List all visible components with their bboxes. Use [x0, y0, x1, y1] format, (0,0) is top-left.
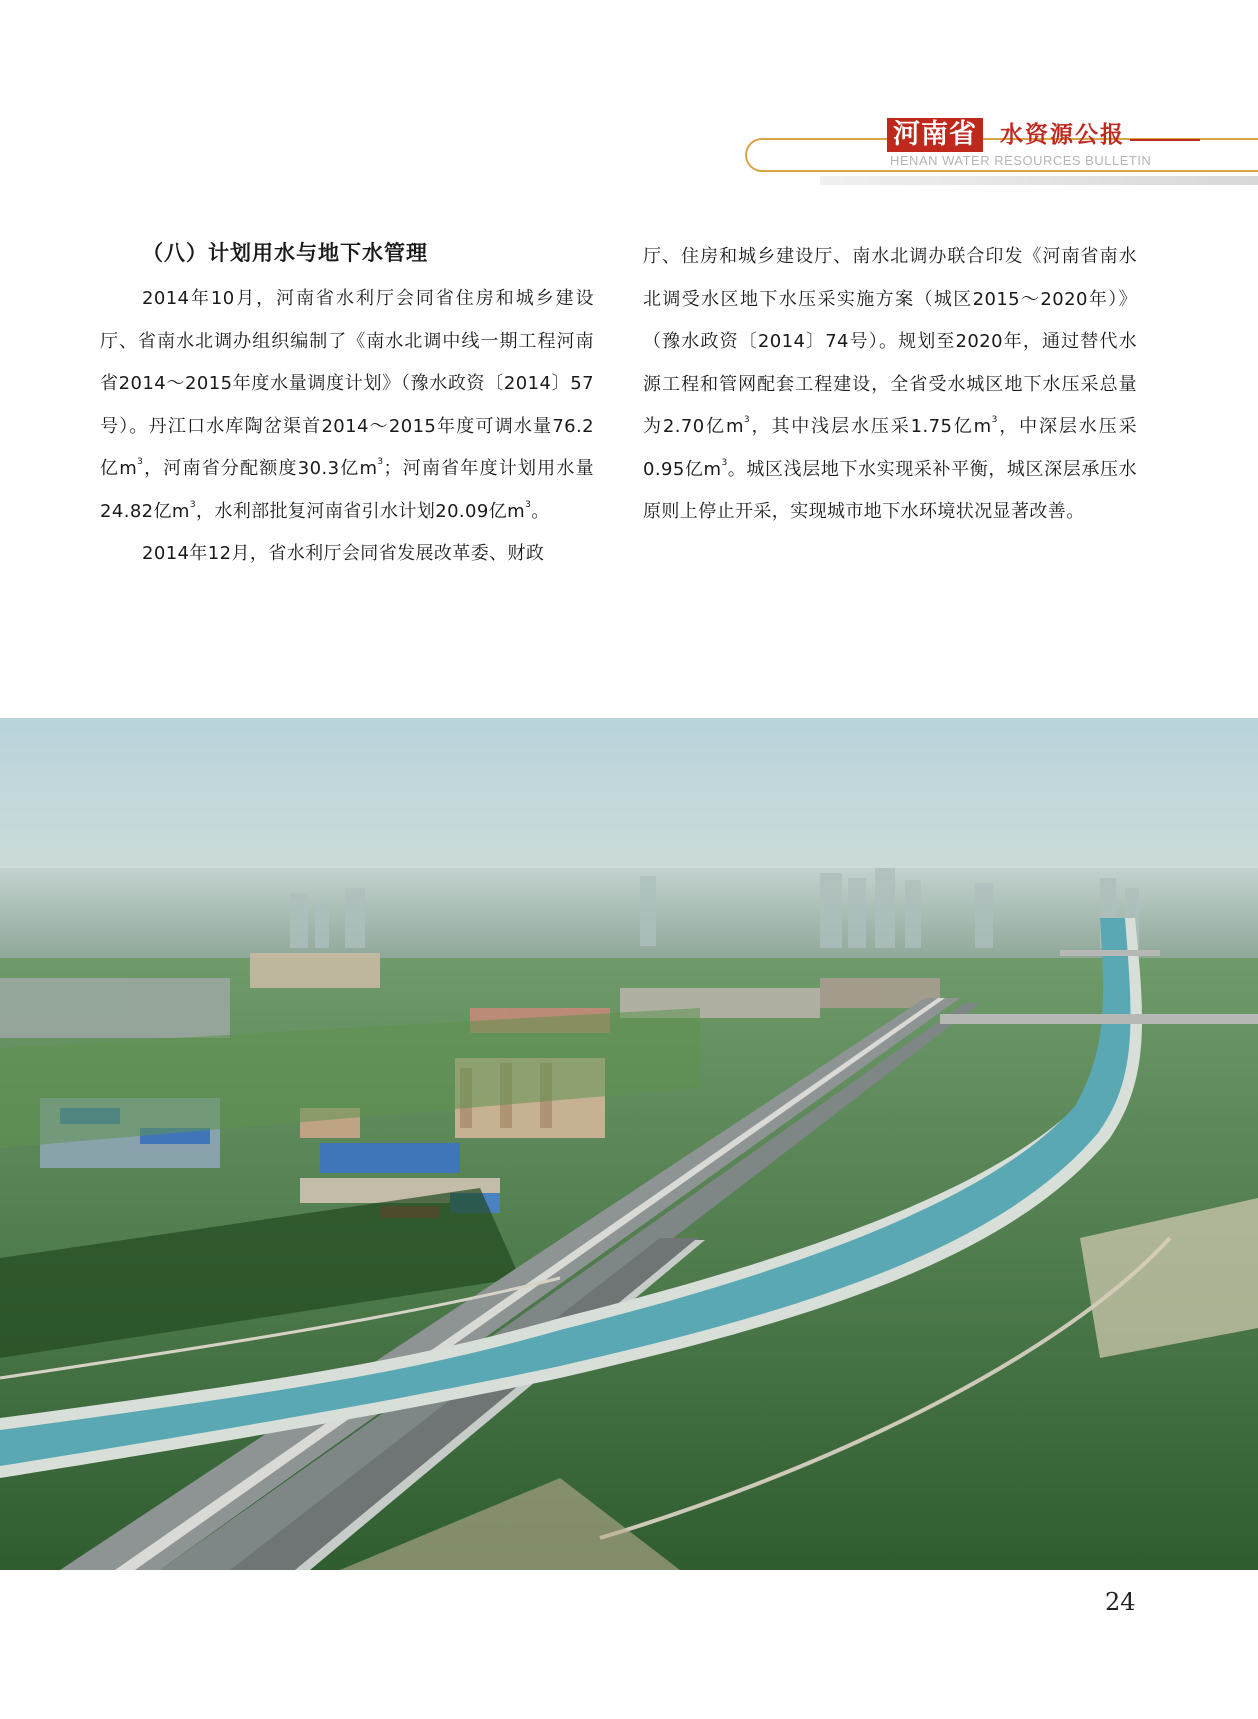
aerial-canal-photo — [0, 718, 1258, 1570]
paragraph-1-text: ，河南省分配额度30.3亿m — [143, 458, 378, 479]
superscript: 3 — [189, 499, 197, 510]
page-number: 24 — [1105, 1588, 1136, 1616]
superscript: 3 — [377, 457, 384, 467]
paragraph-3-text: 厅、住房和城乡建设厅、南水北调办联合印发《河南省南水北调受水区地下水压采实施方案（城区2015～2020年）》（豫水政资〔2014〕74号）。规划至2020年，通过替代水源工程和管网配套工程建设，全省受水城区地下水压采总量为2.70亿m — [643, 246, 1137, 437]
superscript: 3 — [721, 457, 728, 468]
brand-subtitle: 水资源公报 — [1000, 121, 1125, 148]
paragraph-1-text: 2014年10月，河南省水利厅会同省住房和城乡建设厅、省南水北调办组织编制了《南水北调中线一期工程河南省2014～2015年度水量调度计划》（豫水政资〔2014〕57号）。丹江口水库陶岔渠首2014～2015年度可调水量76.2亿m — [100, 288, 594, 479]
paragraph-3-text: ，中深层水压采0.95亿m — [643, 416, 1137, 480]
paragraph-1 — [100, 278, 594, 533]
paragraph-1-text: ；河南省年度计划用水量24.82亿m — [100, 458, 594, 522]
brand-rule — [1130, 139, 1200, 141]
superscript: 3 — [991, 415, 998, 425]
paragraph-2: 2014年12月，省水利厅会同省发展改革委、财政 — [142, 543, 545, 564]
brand-english: HENAN WATER RESOURCES BULLETIN — [890, 153, 1152, 168]
header-gray-bar — [820, 176, 1258, 185]
superscript: 3 — [743, 415, 751, 425]
superscript: 3 — [525, 499, 532, 510]
paragraph-1-text: 。 — [531, 500, 550, 522]
paragraph-3-text: 。城区浅层地下水实现采补平衡，城区深层承压水原则上停止开采，实现城市地下水环境状况显著改善。 — [643, 458, 1137, 522]
brand-title: 河南省 — [887, 118, 983, 152]
superscript: 3 — [137, 457, 144, 467]
paragraph-1-text: ，水利部批复河南省引水计划20.09亿m — [196, 500, 526, 522]
paragraph-3 — [643, 236, 1137, 534]
right-column — [643, 236, 1137, 534]
header-banner — [0, 0, 1258, 200]
section-heading: （八）计划用水与地下水管理 — [142, 241, 428, 265]
paragraph-3-text: ，其中浅层水压采1.75亿m — [750, 416, 992, 437]
left-column — [100, 236, 594, 576]
